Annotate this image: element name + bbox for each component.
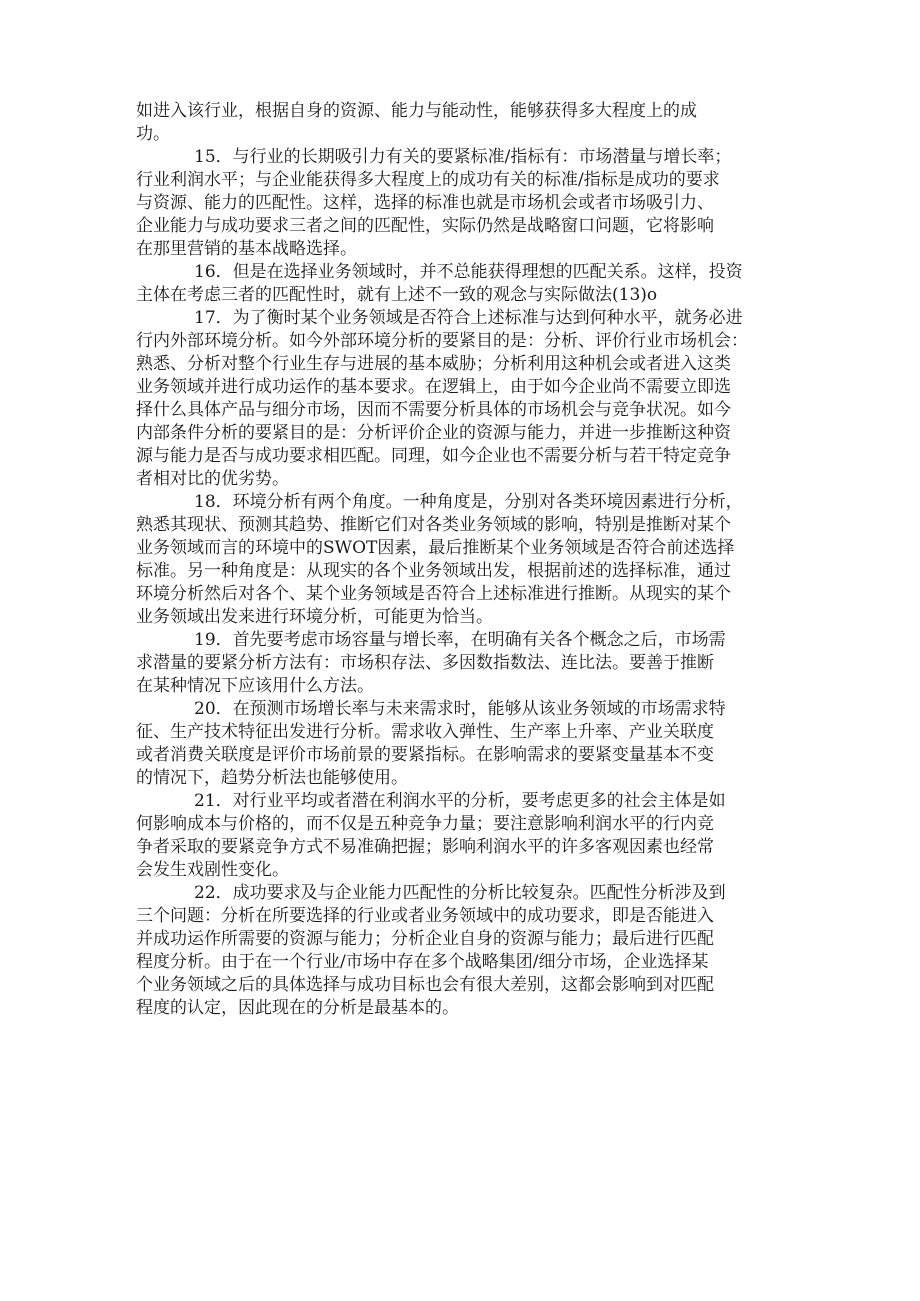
text-line: 业务领域并进行成功运作的基本要求。在逻辑上，由于如今企业尚不需要立即选 [136, 377, 731, 397]
text-line: 15．与行业的长期吸引力有关的要紧标准/指标有：市场潜量与增长率； [194, 147, 732, 167]
text-line: 行业利润水平；与企业能获得多大程度上的成功有关的标准/指标是成功的要求 [136, 170, 720, 190]
text-line: 功。 [136, 124, 170, 144]
text-line: 在某种情况下应该用什么方法。 [136, 676, 374, 696]
text-line: 程度的认定，因此现在的分析是最基本的。 [136, 998, 459, 1018]
text-line: 业务领域出发来进行环境分析，可能更为恰当。 [136, 607, 493, 627]
paragraph-19 [136, 629, 796, 698]
text-line: 16．但是在选择业务领域时，并不总能获得理想的匹配关系。这样，投资 [194, 262, 743, 282]
text-line: 或者消费关联度是评价市场前景的要紧指标。在影响需求的要紧变量基本不变 [136, 745, 714, 765]
text-line: 在那里营销的基本战略选择。 [136, 239, 357, 259]
text-line: 争者采取的要紧竞争方式不易准确把握；影响利润水平的许多客观因素也经常 [136, 837, 714, 857]
text-line: 行内外部环境分析。如今外部环境分析的要紧目的是：分析、评价行业市场机会： [136, 331, 748, 351]
text-line: 会发生戏剧性变化。 [136, 860, 289, 880]
text-line: 21．对行业平均或者潜在利润水平的分析，要考虑更多的社会主体是如 [194, 791, 726, 811]
text-line: 业务领域而言的环境中的SWOT因素，最后推断某个业务领域是否符合前述选择 [136, 538, 735, 558]
text-line: 求潜量的要紧分析方法有：市场积存法、多因数指数法、连比法。要善于推断 [136, 653, 714, 673]
paragraph-18 [136, 491, 796, 629]
text-line: 22．成功要求及与企业能力匹配性的分析比较复杂。匹配性分析涉及到 [194, 883, 726, 903]
text-line: 18．环境分析有两个角度。一种角度是，分别对各类环境因素进行分析， [194, 492, 743, 512]
text-line: 主体在考虑三者的匹配性时，就有上述不一致的观念与实际做法(13)o [136, 285, 658, 305]
paragraph-20 [136, 698, 796, 790]
text-line: 程度分析。由于在一个行业/市场中存在多个战略集团/细分市场，企业选择某 [136, 952, 709, 972]
document-body [136, 100, 796, 1020]
text-line: 源与能力是否与成功要求相匹配。同理，如今企业也不需要分析与若干特定竞争 [136, 446, 731, 466]
text-line: 的情况下，趋势分析法也能够使用。 [136, 768, 408, 788]
text-line: 征、生产技术特征出发进行分析。需求收入弹性、生产率上升率、产业关联度 [136, 722, 714, 742]
text-line: 三个问题：分析在所要选择的行业或者业务领域中的成功要求，即是否能进入 [136, 906, 714, 926]
text-line: 个业务领域之后的具体选择与成功目标也会有很大差别，这都会影响到对匹配 [136, 975, 714, 995]
text-line: 企业能力与成功要求三者之间的匹配性，实际仍然是战略窗口问题，它将影响 [136, 216, 714, 236]
paragraph-17 [136, 307, 796, 491]
text-line: 20．在预测市场增长率与未来需求时，能够从该业务领域的市场需求特 [194, 699, 726, 719]
text-line: 者相对比的优劣势。 [136, 469, 289, 489]
paragraph-16 [136, 261, 796, 307]
text-line: 17．为了衡时某个业务领域是否符合上述标准与达到何种水平，就务必进 [194, 308, 743, 328]
text-line: 与资源、能力的匹配性。这样，选择的标准也就是市场机会或者市场吸引力、 [136, 193, 714, 213]
paragraph-continuation [136, 100, 796, 146]
paragraph-22 [136, 882, 796, 1020]
text-line: 何影响成本与价格的，而不仅是五种竞争力量；要注意影响利润水平的行内竞 [136, 814, 714, 834]
paragraph-15 [136, 146, 796, 261]
text-line: 熟悉、分析对整个行业生存与进展的基本威胁；分析利用这种机会或者进入这类 [136, 354, 731, 374]
text-line: 19．首先要考虑市场容量与增长率，在明确有关各个概念之后，市场需 [194, 630, 726, 650]
text-line: 择什么具体产品与细分市场，因而不需要分析具体的市场机会与竞争状况。如今 [136, 400, 731, 420]
text-line: 熟悉其现状、预测其趋势、推断它们对各类业务领域的影响，特别是推断对某个 [136, 515, 731, 535]
text-line: 并成功运作所需要的资源与能力；分析企业自身的资源与能力；最后进行匹配 [136, 929, 714, 949]
text-line: 如进入该行业，根据自身的资源、能力与能动性，能够获得多大程度上的成 [136, 101, 697, 121]
paragraph-21 [136, 790, 796, 882]
text-line: 内部条件分析的要紧目的是：分析评价企业的资源与能力，并进一步推断这种资 [136, 423, 731, 443]
text-line: 标准。另一种角度是：从现实的各个业务领域出发，根据前述的选择标准，通过 [136, 561, 731, 581]
text-line: 环境分析然后对各个、某个业务领域是否符合上述标准进行推断。从现实的某个 [136, 584, 731, 604]
